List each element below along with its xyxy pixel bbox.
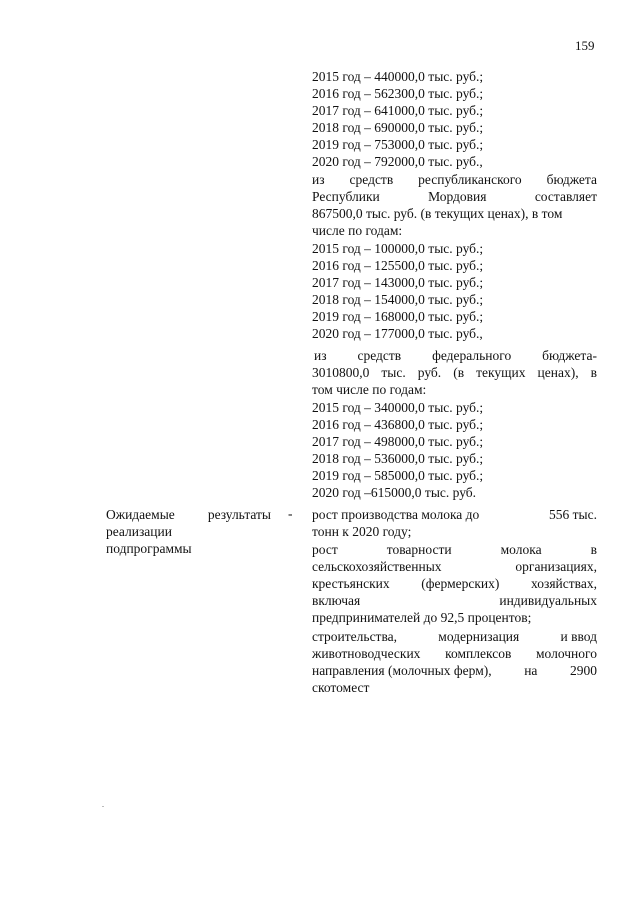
- page-number: 159: [575, 38, 595, 53]
- republic-intro-line-1: [312, 171, 597, 188]
- budget-line: 2017 год – 498000,0 тыс. руб.;: [312, 434, 484, 449]
- result-2-line-5: предпринимателей до 92,5 процентов;: [312, 610, 532, 625]
- result-3-line-2: [312, 645, 597, 662]
- result-3-line-1: [312, 628, 597, 645]
- budget-line: 2017 год – 641000,0 тыс. руб.;: [312, 103, 484, 118]
- result-1-line-2: тонн к 2020 году;: [312, 524, 412, 539]
- word: молока: [500, 542, 542, 557]
- word: индивидуальных: [499, 593, 597, 608]
- word: из: [312, 172, 325, 187]
- budget-line: 2019 год – 585000,0 тыс. руб.;: [312, 468, 484, 483]
- word: 556 тыс.: [549, 507, 597, 522]
- federal-intro-line-2: [312, 364, 597, 381]
- word: средств: [357, 348, 402, 363]
- word: крестьянских: [312, 576, 390, 591]
- expected-results-label: [106, 506, 271, 523]
- result-1-line-1: [312, 506, 597, 523]
- word: Республики: [312, 189, 380, 204]
- result-2-line-3: [312, 575, 597, 592]
- result-2-line-4: [312, 592, 597, 609]
- result-3-line-4: скотомест: [312, 680, 370, 695]
- word: сельскохозяйственных: [312, 559, 442, 574]
- budget-line: 2020 год –615000,0 тыс. руб.: [312, 485, 477, 500]
- word: комплексов: [445, 646, 512, 661]
- label-dash: -: [288, 506, 293, 521]
- word: руб.: [417, 365, 442, 380]
- republic-intro-line-4: числе по годам:: [312, 223, 403, 238]
- word: рост производства молока до: [312, 507, 480, 522]
- budget-line: 2017 год – 143000,0 тыс. руб.;: [312, 275, 484, 290]
- budget-line: 2020 год – 177000,0 тыс. руб.,: [312, 326, 483, 341]
- republic-intro-line-2: [312, 188, 597, 205]
- word: (в: [453, 365, 465, 380]
- word: товарности: [386, 542, 452, 557]
- expected-results-label-line-3: подпрограммы: [106, 541, 192, 556]
- word: организациях,: [515, 559, 597, 574]
- word: модернизация: [438, 629, 520, 644]
- word: 2900: [570, 663, 597, 678]
- federal-intro-line-1: [314, 347, 597, 364]
- word: направления (молочных ферм),: [312, 663, 492, 678]
- scan-speck: [102, 806, 104, 807]
- word: федерального: [432, 348, 512, 363]
- word: текущих: [476, 365, 526, 380]
- word: животноводческих: [312, 646, 421, 661]
- word: результаты: [207, 507, 271, 522]
- word: (фермерских): [421, 576, 500, 591]
- budget-line: 2016 год – 125500,0 тыс. руб.;: [312, 258, 484, 273]
- word: тыс.: [381, 365, 406, 380]
- word: в: [590, 542, 597, 557]
- word: Мордовия: [428, 189, 487, 204]
- budget-line: 2019 год – 753000,0 тыс. руб.;: [312, 137, 484, 152]
- word: молочного: [536, 646, 597, 661]
- word: из: [314, 348, 327, 363]
- word: в: [590, 365, 597, 380]
- budget-line: 2018 год – 154000,0 тыс. руб.;: [312, 292, 484, 307]
- federal-intro-line-3: том числе по годам:: [312, 382, 427, 397]
- budget-line: 2016 год – 436800,0 тыс. руб.;: [312, 417, 484, 432]
- word: республиканского: [418, 172, 522, 187]
- word: на: [524, 663, 538, 678]
- republic-intro-line-3: 867500,0 тыс. руб. (в текущих ценах), в том: [312, 206, 563, 221]
- word: бюджета-: [542, 348, 597, 363]
- budget-line: 2015 год – 440000,0 тыс. руб.;: [312, 69, 484, 84]
- word: включая: [312, 593, 361, 608]
- budget-line: 2016 год – 562300,0 тыс. руб.;: [312, 86, 484, 101]
- word: ценах),: [537, 365, 579, 380]
- word: и ввод: [560, 629, 597, 644]
- word: средств: [349, 172, 394, 187]
- result-3-line-3: [312, 662, 597, 679]
- word: хозяйствах,: [531, 576, 597, 591]
- word: строительства,: [312, 629, 398, 644]
- budget-line: 2015 год – 340000,0 тыс. руб.;: [312, 400, 484, 415]
- budget-line: 2015 год – 100000,0 тыс. руб.;: [312, 241, 484, 256]
- budget-line: 2019 год – 168000,0 тыс. руб.;: [312, 309, 484, 324]
- word: составляет: [534, 189, 597, 204]
- budget-line: 2020 год – 792000,0 тыс. руб.,: [312, 154, 483, 169]
- result-2-line-1: [312, 541, 597, 558]
- word: рост: [312, 542, 338, 557]
- word: Ожидаемые: [106, 507, 175, 522]
- expected-results-label-line-2: реализации: [106, 524, 172, 539]
- budget-line: 2018 год – 536000,0 тыс. руб.;: [312, 451, 484, 466]
- word: бюджета: [546, 172, 597, 187]
- word: 3010800,0: [312, 365, 370, 380]
- result-2-line-2: [312, 558, 597, 575]
- budget-line: 2018 год – 690000,0 тыс. руб.;: [312, 120, 484, 135]
